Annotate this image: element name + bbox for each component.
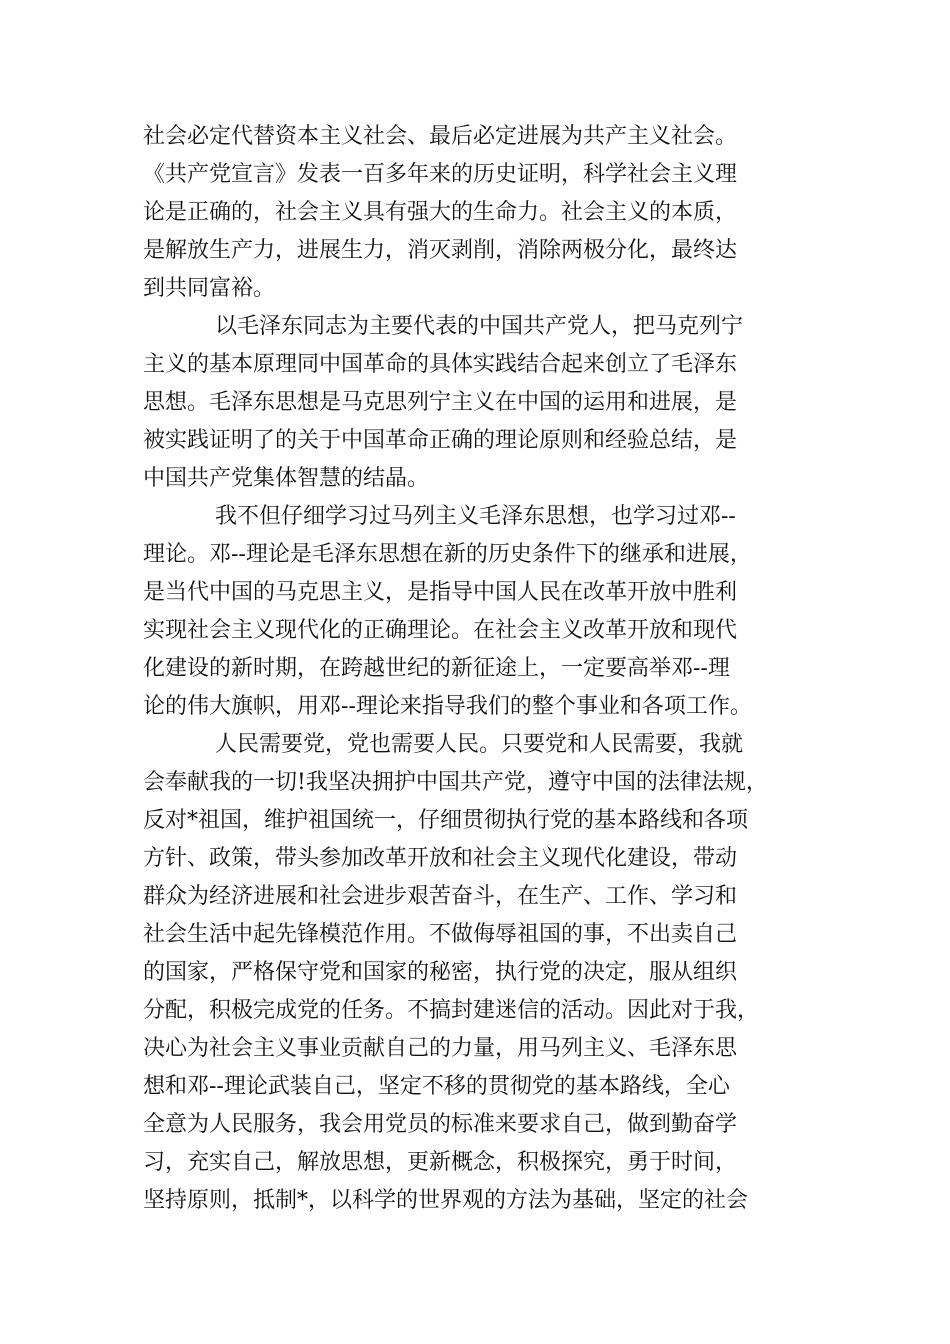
text-line: 到共同富裕。 bbox=[143, 276, 276, 301]
text-line: 的国家，严格保守党和国家的秘密，执行党的决定，服从组织 bbox=[143, 960, 738, 985]
text-line: 是解放生产力，进展生力，消灭剥削，消除两极分化，最终达 bbox=[143, 238, 738, 263]
text-line: 坚持原则，抵制*，以科学的世界观的方法为基础，坚定的社会 bbox=[143, 1188, 749, 1213]
text-line: 社会必定代替资本主义社会、最后必定进展为共产主义社会。 bbox=[143, 124, 738, 149]
text-line: 论是正确的，社会主义具有强大的生命力。社会主义的本质， bbox=[143, 200, 738, 225]
text-line: 会奉献我的一切!我坚决拥护中国共产党，遵守中国的法律法规， bbox=[143, 770, 768, 795]
text-line: 思想。毛泽东思想是马克思列宁主义在中国的运用和进展，是 bbox=[143, 390, 738, 415]
text-line: 主义的基本原理同中国革命的具体实践结合起来创立了毛泽东 bbox=[143, 352, 738, 377]
paragraph-start-line: 我不但仔细学习过马列主义毛泽东思想，也学习过邓-- bbox=[215, 504, 736, 529]
text-line: 实现社会主义现代化的正确理论。在社会主义改革开放和现代 bbox=[143, 618, 738, 643]
text-line: 想和邓--理论武装自己，坚定不移的贯彻党的基本路线，全心 bbox=[143, 1074, 730, 1099]
text-line: 中国共产党集体智慧的结晶。 bbox=[143, 466, 430, 491]
text-line: 决心为社会主义事业贡献自己的力量，用马列主义、毛泽东思 bbox=[143, 1036, 738, 1061]
text-line: 是当代中国的马克思主义，是指导中国人民在改革开放中胜利 bbox=[143, 580, 738, 605]
text-line: 论的伟大旗帜，用邓--理论来指导我们的整个事业和各项工作。 bbox=[143, 694, 752, 719]
text-line: 群众为经济进展和社会进步艰苦奋斗，在生产、工作、学习和 bbox=[143, 884, 738, 909]
paragraph-start-line: 以毛泽东同志为主要代表的中国共产党人，把马克列宁 bbox=[215, 314, 744, 339]
text-line: 社会生活中起先锋模范作用。不做侮辱祖国的事，不出卖自己 bbox=[143, 922, 738, 947]
text-line: 分配，积极完成党的任务。不搞封建迷信的活动。因此对于我， bbox=[143, 998, 760, 1023]
text-line: 被实践证明了的关于中国革命正确的理论原则和经验总结，是 bbox=[143, 428, 738, 453]
text-line: 反对*祖国，维护祖国统一，仔细贯彻执行党的基本路线和各项 bbox=[143, 808, 749, 833]
text-line: 化建设的新时期，在跨越世纪的新征途上，一定要高举邓--理 bbox=[143, 656, 730, 681]
text-line: 全意为人民服务，我会用党员的标准来要求自己，做到勤奋学 bbox=[143, 1112, 738, 1137]
text-line: 方针、政策，带头参加改革开放和社会主义现代化建设，带动 bbox=[143, 846, 738, 871]
text-line: 《共产党宣言》发表一百多年来的历史证明，科学社会主义理 bbox=[143, 162, 738, 187]
text-line: 习，充实自己，解放思想，更新概念，积极探究，勇于时间， bbox=[143, 1150, 738, 1175]
paragraph-start-line: 人民需要党，党也需要人民。只要党和人民需要，我就 bbox=[215, 732, 744, 757]
document-body bbox=[143, 118, 823, 1220]
text-line: 理论。邓--理论是毛泽东思想在新的历史条件下的继承和进展， bbox=[143, 542, 752, 567]
